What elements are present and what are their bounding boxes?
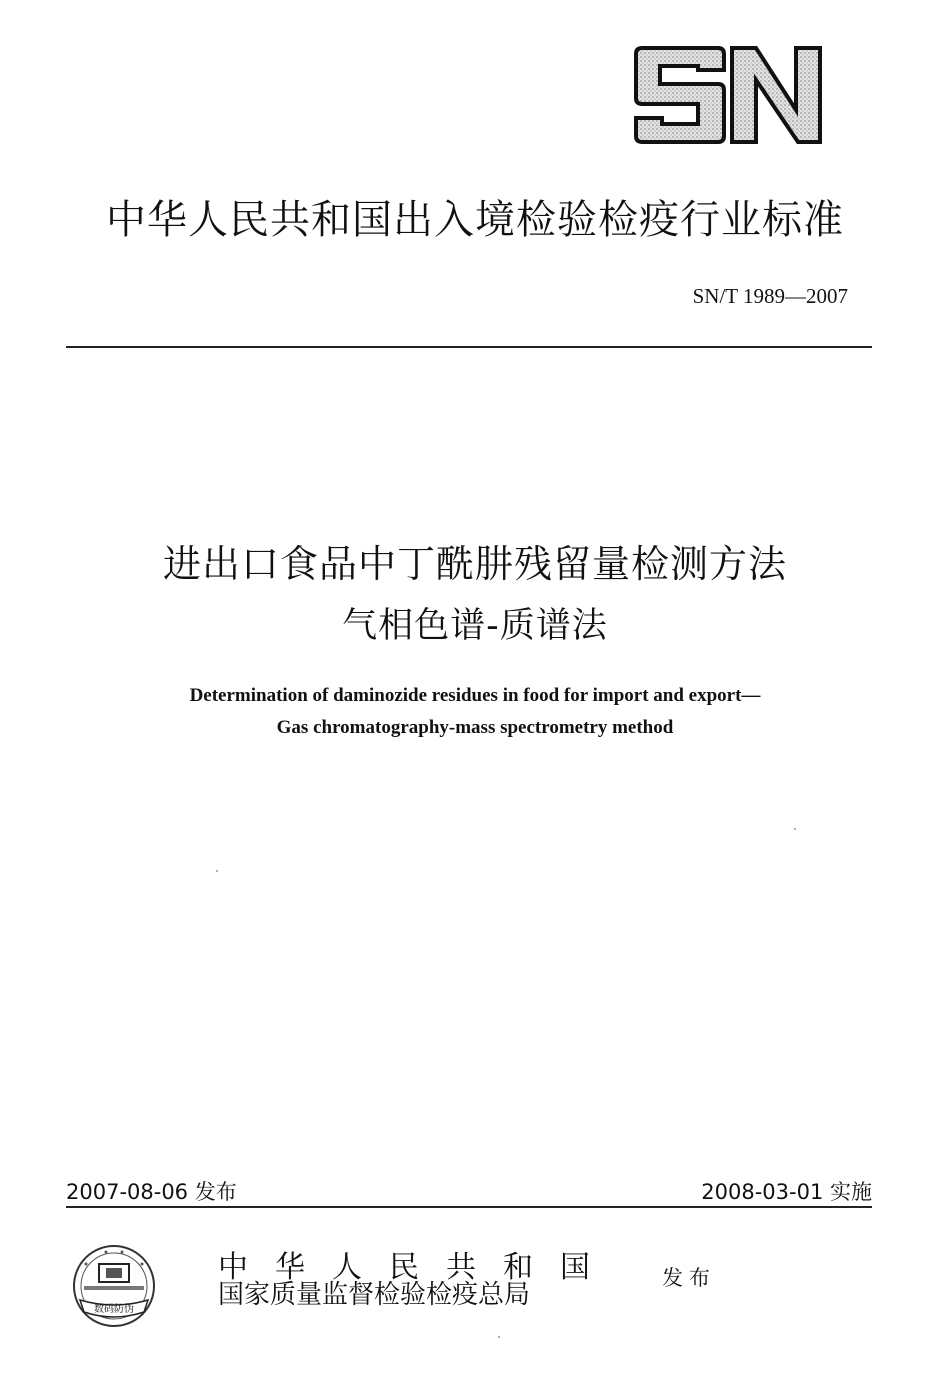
anti-counterfeit-seal-icon <box>66 1240 162 1336</box>
title-english-line1: Determination of daminozide residues in food for import and export— <box>189 685 761 706</box>
issue-action: 发布 <box>662 1266 716 1290</box>
implementation-date: 2008-03-01 实施 <box>701 1180 872 1204</box>
issuer-line1: 中华人民共和国 <box>218 1250 617 1285</box>
standard-category: 中华人民共和国出入境检验检疫行业标准 <box>106 197 844 243</box>
standard-number: SN/T 1989—2007 <box>692 284 848 308</box>
issue-date: 2007-08-06 发布 <box>66 1180 237 1204</box>
scan-speck <box>794 828 796 830</box>
header-divider <box>66 346 872 348</box>
scan-speck <box>216 870 218 872</box>
sn-logo <box>628 44 824 146</box>
title-chinese-line2: 气相色谱-质谱法 <box>342 606 608 646</box>
title-english-line2: Gas chromatography-mass spectrometry method <box>276 717 674 738</box>
issuer-line2: 国家质量监督检验检疫总局 <box>218 1280 531 1310</box>
scan-speck <box>498 1336 500 1338</box>
title-chinese-line1: 进出口食品中丁酰肼残留量检测方法 <box>162 542 787 586</box>
footer-divider <box>66 1206 872 1208</box>
seal-text: 数码防伪 <box>94 1304 134 1315</box>
